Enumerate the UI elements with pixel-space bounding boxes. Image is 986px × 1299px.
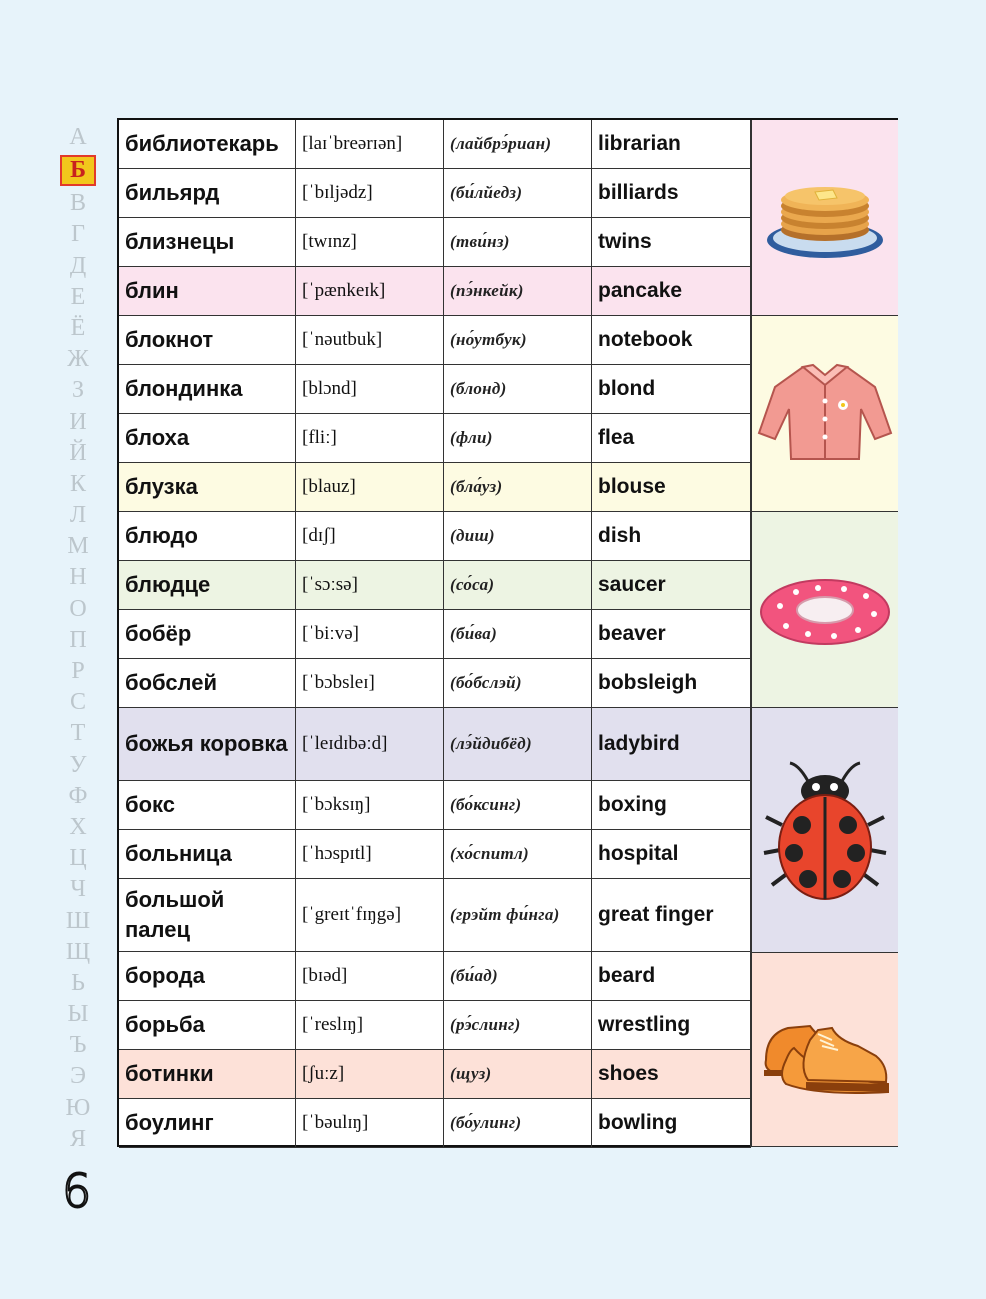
ipa-transcription: [ˈpænkeɪk] <box>296 267 444 315</box>
english-word: beard <box>592 952 751 1000</box>
russian-word: бокс <box>119 781 296 829</box>
table-row <box>119 218 751 267</box>
russian-transliteration: (лайбрэ́риан) <box>444 120 592 168</box>
russian-word: близнецы <box>119 218 296 266</box>
russian-transliteration: (лэ́йдибёд) <box>444 708 592 780</box>
russian-word: бильярд <box>119 169 296 217</box>
english-word: bobsleigh <box>592 659 751 707</box>
alphabet-letter[interactable]: И <box>69 408 87 435</box>
ipa-transcription: [blauz] <box>296 463 444 511</box>
ipa-transcription: [ˈbəulɪŋ] <box>296 1099 444 1147</box>
russian-transliteration: (бо́улинг) <box>444 1099 592 1147</box>
english-word: billiards <box>592 169 751 217</box>
russian-word: боулинг <box>119 1099 296 1147</box>
russian-transliteration: (бо́бслэй) <box>444 659 592 707</box>
table-row <box>119 561 751 610</box>
table-row <box>119 169 751 218</box>
ipa-transcription: [dɪʃ] <box>296 512 444 560</box>
alphabet-letter[interactable]: Э <box>70 1063 86 1090</box>
russian-word: блокнот <box>119 316 296 364</box>
russian-word: блондинка <box>119 365 296 413</box>
ipa-transcription: [ˈbɔksɪŋ] <box>296 781 444 829</box>
ipa-transcription: [ˈnəutbuk] <box>296 316 444 364</box>
table-row <box>119 879 751 952</box>
table-row <box>119 1050 751 1099</box>
table-row <box>119 781 751 830</box>
alphabet-letter[interactable]: Ю <box>65 1094 91 1121</box>
table-row <box>119 414 751 463</box>
russian-word: бобёр <box>119 610 296 658</box>
table-row <box>119 830 751 879</box>
russian-word: бобслей <box>119 659 296 707</box>
russian-transliteration: (бла́уз) <box>444 463 592 511</box>
ipa-transcription: [fliː] <box>296 414 444 462</box>
english-word: beaver <box>592 610 751 658</box>
english-word: notebook <box>592 316 751 364</box>
picture-ladybird <box>751 708 898 953</box>
alphabet-letter[interactable]: Ы <box>67 1001 89 1028</box>
ipa-transcription: [ˈhɔspɪtl] <box>296 830 444 878</box>
russian-transliteration: (би́ва) <box>444 610 592 658</box>
english-word: ladybird <box>592 708 751 780</box>
russian-word: блюдо <box>119 512 296 560</box>
ipa-transcription: [ˈbɪljədz] <box>296 169 444 217</box>
english-word: dish <box>592 512 751 560</box>
russian-word: божья коровка <box>119 708 296 780</box>
russian-transliteration: (бо́ксинг) <box>444 781 592 829</box>
ladybird-icon <box>760 755 890 905</box>
russian-transliteration: (би́ад) <box>444 952 592 1000</box>
russian-transliteration: (щуз) <box>444 1050 592 1098</box>
english-word: wrestling <box>592 1001 751 1049</box>
english-word: pancake <box>592 267 751 315</box>
russian-transliteration: (грэйт фи́нга) <box>444 879 592 951</box>
russian-word: блюдце <box>119 561 296 609</box>
russian-transliteration: (би́лйедз) <box>444 169 592 217</box>
alphabet-letter[interactable]: Р <box>71 658 85 684</box>
alphabet-letter[interactable]: У <box>69 751 87 778</box>
saucer-icon <box>758 570 892 650</box>
ipa-transcription: [laɪˈbreərɪən] <box>296 120 444 168</box>
russian-transliteration: (но́утбук) <box>444 316 592 364</box>
ipa-transcription: [ˈsɔːsə] <box>296 561 444 609</box>
english-word: librarian <box>592 120 751 168</box>
alphabet-letter[interactable]: Т <box>70 720 86 747</box>
alphabet-letter[interactable]: В <box>69 190 86 217</box>
alphabet-letter[interactable]: Н <box>69 564 87 591</box>
ipa-transcription: [ˈbiːvə] <box>296 610 444 658</box>
english-word: boxing <box>592 781 751 829</box>
alphabet-letter[interactable]: Щ <box>65 938 91 965</box>
picture-shoes <box>751 953 898 1147</box>
alphabet-letter[interactable]: Й <box>69 439 87 466</box>
picture-saucer <box>751 512 898 708</box>
alphabet-letter[interactable]: Ч <box>70 876 86 903</box>
table-row <box>119 267 751 316</box>
english-word: bowling <box>592 1099 751 1147</box>
alphabet-letter[interactable]: Г <box>71 221 85 248</box>
alphabet-letter[interactable]: Я <box>69 1125 86 1152</box>
ipa-transcription: [ˈgreɪtˈfɪŋgə] <box>296 879 444 951</box>
alphabet-letter[interactable]: Л <box>69 502 87 529</box>
russian-transliteration: (блонд) <box>444 365 592 413</box>
english-word: blond <box>592 365 751 413</box>
alphabet-letter[interactable]: Ц <box>69 845 87 872</box>
alphabet-letter[interactable]: Е <box>70 283 86 310</box>
russian-transliteration: (со́са) <box>444 561 592 609</box>
russian-transliteration: (тви́нз) <box>444 218 592 266</box>
alphabet-letter[interactable]: Ж <box>67 346 89 373</box>
alphabet-letter[interactable]: О <box>69 595 87 622</box>
russian-word: борода <box>119 952 296 1000</box>
ipa-transcription: [blɔnd] <box>296 365 444 413</box>
ipa-transcription: [ˈleɪdɪbəːd] <box>296 708 444 780</box>
vocabulary-table <box>117 118 898 1147</box>
alphabet-letter[interactable]: Ё <box>70 314 86 341</box>
alphabet-letter[interactable]: С <box>69 689 86 716</box>
table-row <box>119 659 751 708</box>
alphabet-index <box>58 122 98 1155</box>
russian-word: блоха <box>119 414 296 462</box>
russian-transliteration: (фли) <box>444 414 592 462</box>
english-word: shoes <box>592 1050 751 1098</box>
pancake-stack-icon <box>763 168 887 268</box>
shoes-icon <box>758 1000 892 1100</box>
russian-word: библиотекарь <box>119 120 296 168</box>
table-row <box>119 512 751 561</box>
ipa-transcription: [bɪəd] <box>296 952 444 1000</box>
alphabet-letter[interactable]: Ш <box>65 907 91 934</box>
picture-pancake <box>751 120 898 316</box>
alphabet-letter[interactable]: М <box>67 533 89 560</box>
ipa-transcription: [ˈreslɪŋ] <box>296 1001 444 1049</box>
alphabet-letter[interactable]: Ъ <box>69 1032 87 1059</box>
russian-word: больница <box>119 830 296 878</box>
russian-word: блин <box>119 267 296 315</box>
table-row <box>119 1001 751 1050</box>
alphabet-letter[interactable]: Ь <box>71 969 85 996</box>
ipa-transcription: [ʃuːz] <box>296 1050 444 1098</box>
table-row <box>119 463 751 512</box>
russian-word: большой палец <box>119 879 296 951</box>
english-word: flea <box>592 414 751 462</box>
russian-transliteration: (пэ́нкейк) <box>444 267 592 315</box>
russian-word: блузка <box>119 463 296 511</box>
ipa-transcription: [ˈbɔbsleɪ] <box>296 659 444 707</box>
ipa-transcription: [twɪnz] <box>296 218 444 266</box>
russian-word: борьба <box>119 1001 296 1049</box>
english-word: hospital <box>592 830 751 878</box>
russian-transliteration: (рэ́слинг) <box>444 1001 592 1049</box>
alphabet-letter[interactable]: Ф <box>68 782 88 809</box>
alphabet-letter[interactable]: Х <box>69 813 87 840</box>
alphabet-letter[interactable]: А <box>69 124 87 150</box>
english-word: blouse <box>592 463 751 511</box>
table-row <box>119 1099 751 1148</box>
table-row <box>119 610 751 659</box>
russian-transliteration: (диш) <box>444 512 592 560</box>
alphabet-letter[interactable]: Д <box>69 252 87 279</box>
alphabet-letter[interactable]: П <box>69 626 87 653</box>
page-number: 6 <box>62 1164 92 1218</box>
alphabet-letter[interactable]: З <box>71 377 85 404</box>
alphabet-letter[interactable]: К <box>69 470 86 497</box>
english-word: saucer <box>592 561 751 609</box>
table-row <box>119 708 751 781</box>
russian-transliteration: (хо́спитл) <box>444 830 592 878</box>
russian-word: ботинки <box>119 1050 296 1098</box>
table-row <box>119 952 751 1001</box>
blouse-icon <box>755 359 895 469</box>
table-row <box>119 365 751 414</box>
table-row <box>119 120 751 169</box>
table-row <box>119 316 751 365</box>
english-word: twins <box>592 218 751 266</box>
english-word: great finger <box>592 879 751 951</box>
alphabet-letter[interactable]: Б <box>60 155 96 186</box>
picture-blouse <box>751 316 898 512</box>
